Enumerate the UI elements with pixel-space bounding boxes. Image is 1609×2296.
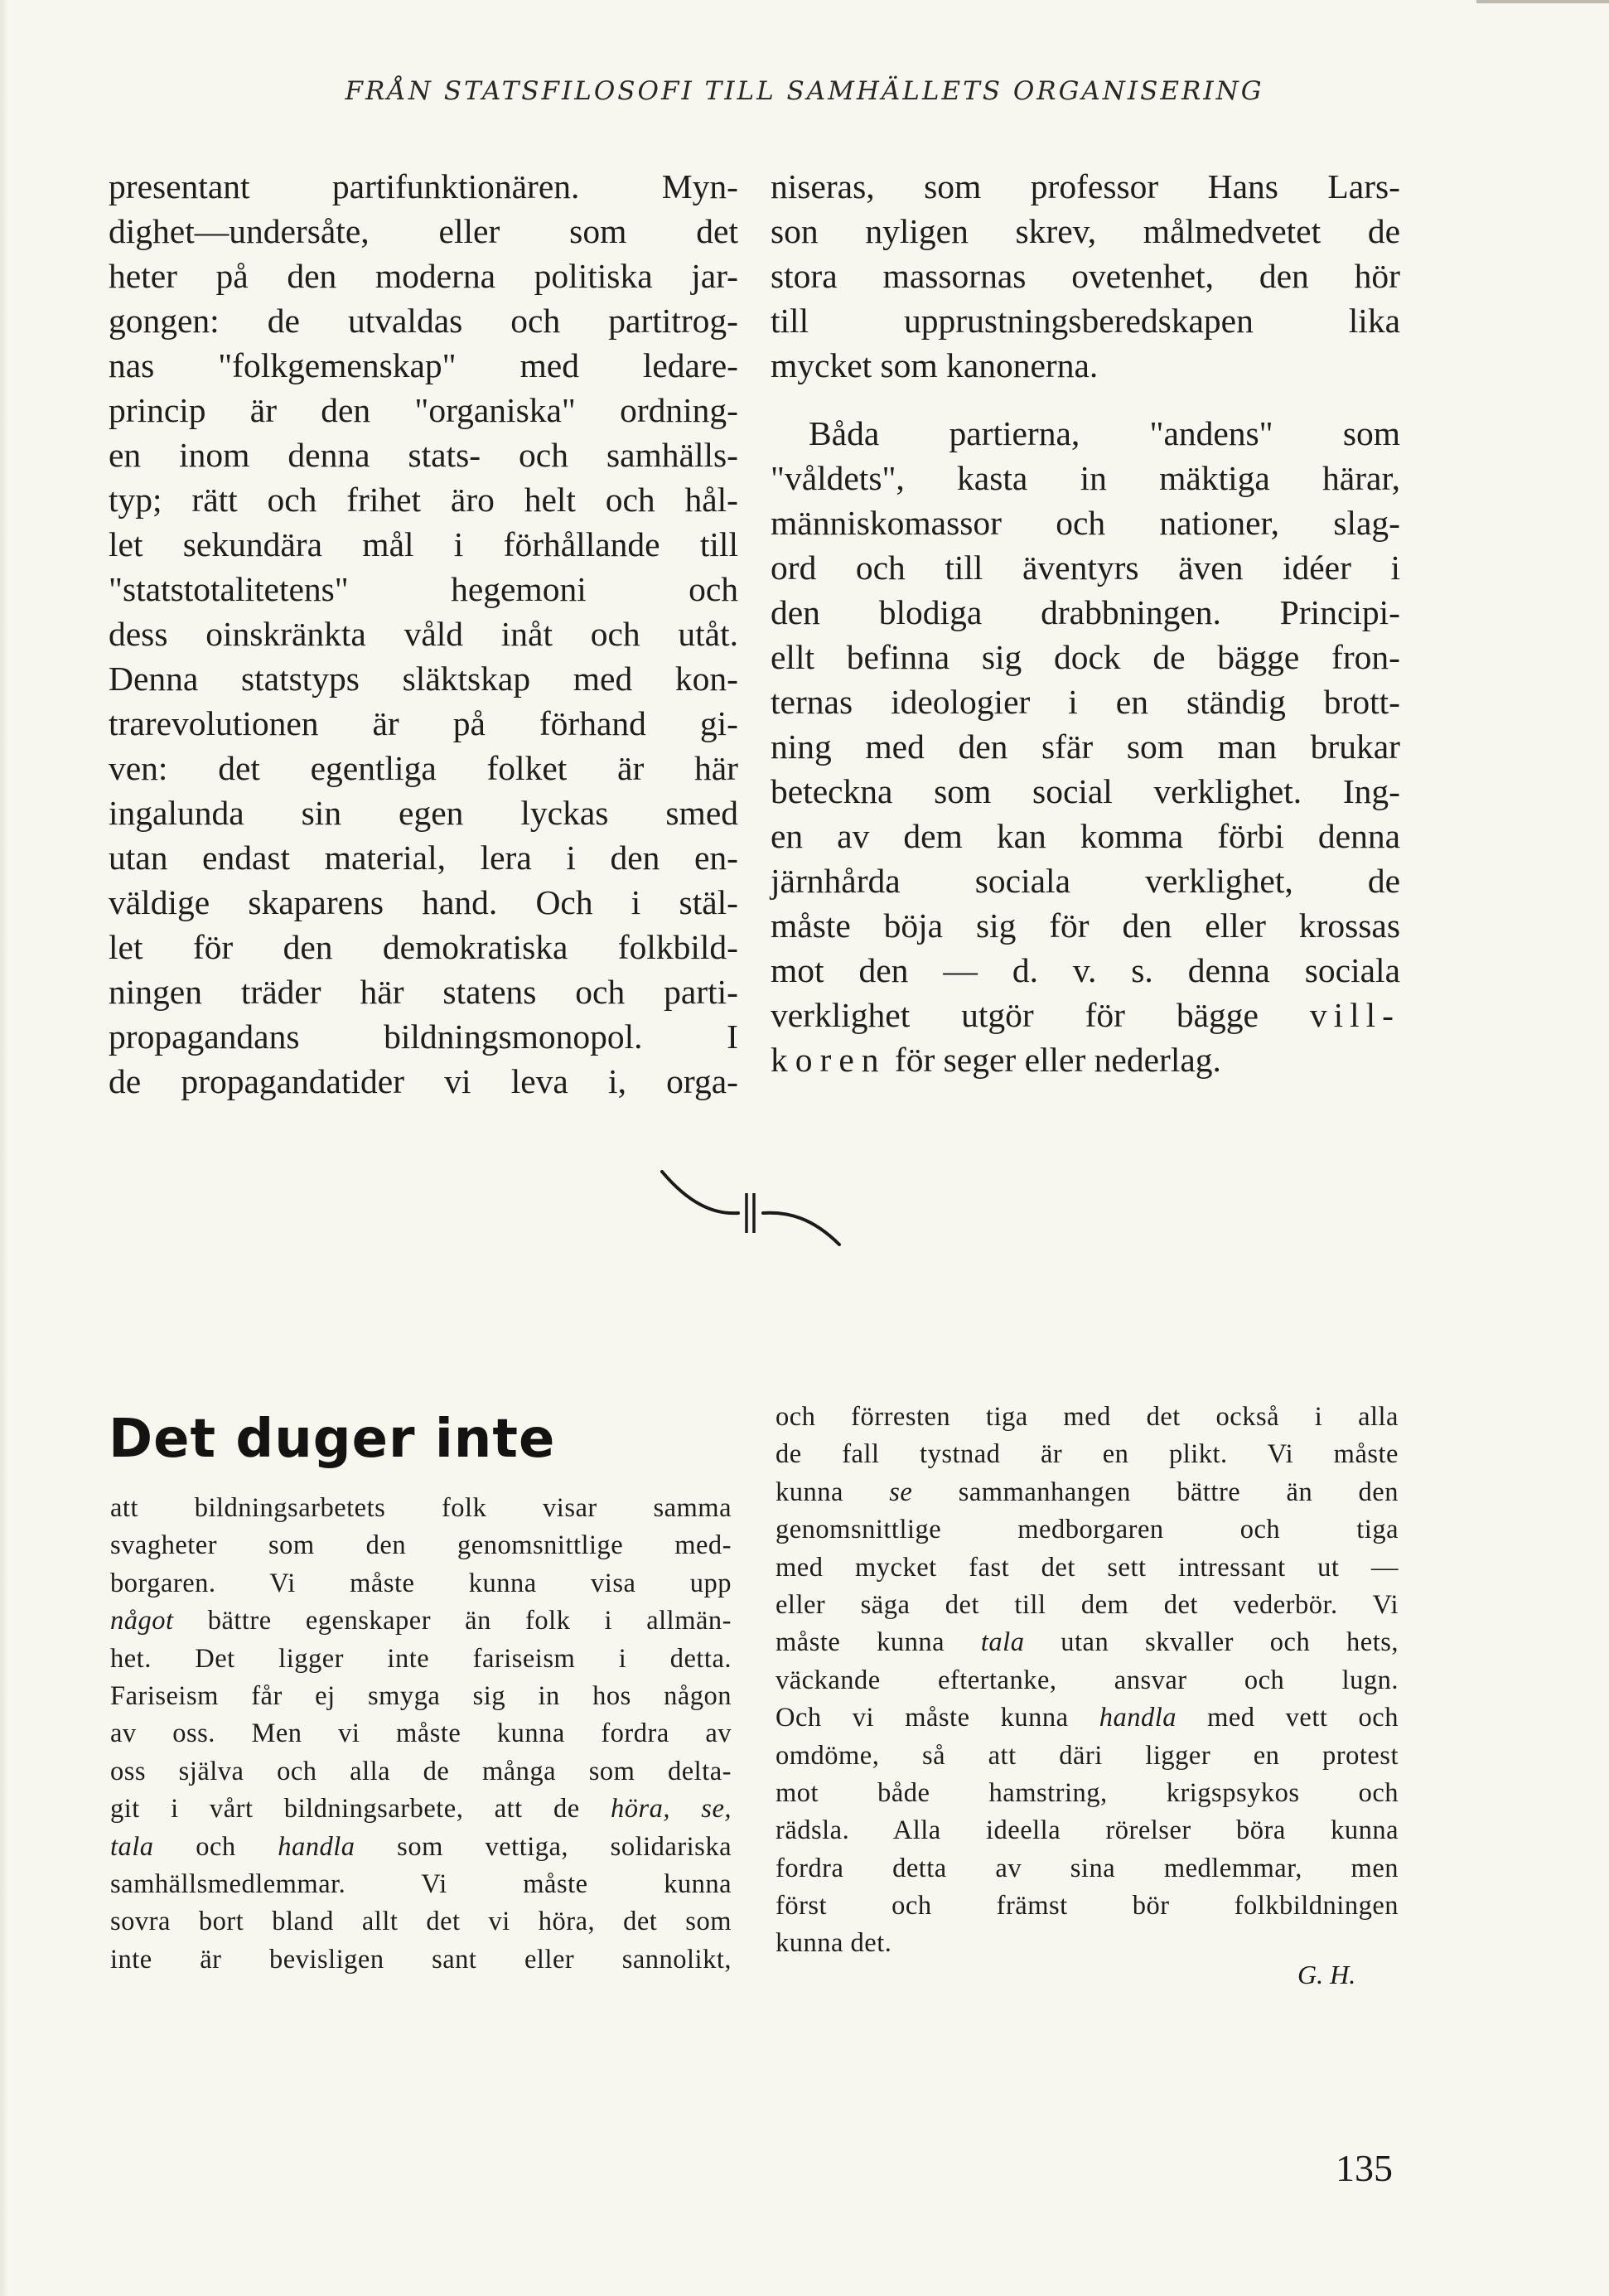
text-line: dighet—undersåte, eller som det <box>109 212 738 250</box>
text-line: ven: det egentliga folket är här <box>109 749 738 787</box>
text-line: let för den demokratiska folkbild- <box>109 928 738 966</box>
text-line: mot både hamstring, krigspsykos och <box>776 1777 1399 1808</box>
text-line: oss själva och alla de många som delta- <box>110 1756 732 1786</box>
text-line: ningen träder här statens och parti- <box>109 973 738 1011</box>
page-edge-shadow <box>0 0 8 2296</box>
text-line: princip är den "organiska" ordning- <box>109 391 738 429</box>
text-line: människomassor och nationer, slag- <box>771 504 1400 542</box>
text-line: let sekundära mål i förhållande till <box>109 525 738 563</box>
text-line: gongen: de utvaldas och partitrog- <box>109 302 738 340</box>
text-line: eller säga det till dem det vederbör. Vi <box>776 1589 1399 1620</box>
text-line: svagheter som den genomsnittlige med- <box>110 1530 732 1561</box>
text-line: borgaren. Vi måste kunna visa upp <box>110 1568 732 1598</box>
text-line: dess oinskränkta våld inåt och utåt. <box>109 615 738 653</box>
text-line: nas "folkgemenskap" med ledare- <box>109 346 738 384</box>
text-line: ellt befinna sig dock de bägge fron- <box>771 638 1400 676</box>
text-line: fordra detta av sina medlemmar, men <box>776 1853 1399 1883</box>
text-line: "våldets", kasta in mäktiga härar, <box>771 459 1400 497</box>
text-line: "statstotalitetens" hegemoni och <box>109 570 738 608</box>
text-line: den blodiga drabbningen. Principi- <box>771 593 1400 631</box>
text-line: verklighet utgör för bägge vill- <box>771 996 1400 1034</box>
text-line: presentant partifunktionären. Myn- <box>109 167 738 205</box>
top-article-right-column <box>771 164 1400 1082</box>
text-line: git i vårt bildningsarbete, att de höra, se, <box>110 1794 732 1825</box>
text-line: Och vi måste kunna handla med vett och <box>776 1703 1399 1733</box>
text-line: tala och handla som vettiga, solidariska <box>110 1831 732 1862</box>
text-line: måste böja sig för den eller krossas <box>771 906 1400 945</box>
author-signature: G. H. <box>1297 1960 1356 1989</box>
text-line: de fall tystnad är en plikt. Vi måste <box>776 1439 1399 1470</box>
text-line: utan endast material, lera i den en- <box>109 839 738 877</box>
text-line: Fariseism får ej smyga sig in hos någon <box>110 1680 732 1711</box>
paragraph-gap <box>771 388 1400 411</box>
text-line: samhällsmedlemmar. Vi måste kunna <box>110 1868 732 1899</box>
text-line: propagandans bildningsmonopol. I <box>109 1017 738 1056</box>
text-line: att bildningsarbetets folk visar samma <box>110 1493 732 1523</box>
text-line: kunna det. <box>776 1928 892 1959</box>
text-line: koren för seger eller nederlag. <box>771 1041 1221 1079</box>
section-divider-ornament <box>655 1160 846 1251</box>
text-line: niseras, som professor Hans Lars- <box>771 167 1400 205</box>
text-line: en inom denna stats- och samhälls- <box>109 436 738 474</box>
bottom-article-left-column <box>110 1490 732 1979</box>
text-line: typ; rätt och frihet äro helt och hål- <box>109 481 738 519</box>
top-edge-mark <box>1476 0 1609 3</box>
text-line: rädsla. Alla ideella rörelser böra kunna <box>776 1815 1399 1846</box>
text-line: kunna se sammanhangen bättre än den <box>776 1477 1399 1507</box>
text-line: av oss. Men vi måste kunna fordra av <box>110 1718 732 1749</box>
text-line: mycket som kanonerna. <box>771 346 1099 384</box>
text-line: mot den — d. v. s. denna sociala <box>771 951 1400 989</box>
text-line: omdöme, så att däri ligger en protest <box>776 1740 1399 1771</box>
text-line: ternas ideologier i en ständig brott- <box>771 683 1400 721</box>
text-line: måste kunna tala utan skvaller och hets, <box>776 1627 1399 1658</box>
text-line: genomsnittlige medborgaren och tiga <box>776 1515 1399 1545</box>
text-line: inte är bevisligen sant eller sannolikt, <box>110 1944 732 1975</box>
text-line: de propagandatider vi leva i, orga- <box>109 1062 738 1100</box>
text-line: ord och till äventyrs även idéer i <box>771 549 1400 587</box>
article-heading: Det duger inte <box>109 1409 556 1470</box>
text-line: Denna statstyps släktskap med kon- <box>109 660 738 698</box>
text-line: ning med den sfär som man brukar <box>771 727 1400 766</box>
text-line: het. Det ligger inte fariseism i detta. <box>110 1643 732 1674</box>
text-line: med mycket fast det sett intressant ut — <box>776 1552 1399 1583</box>
text-line: Båda partierna, "andens" som <box>809 414 1400 452</box>
text-line: trarevolutionen är på förhand gi- <box>109 704 738 742</box>
text-line: till upprustningsberedskapen lika <box>771 302 1400 340</box>
text-line: väckande eftertanke, ansvar och lugn. <box>776 1665 1399 1695</box>
text-line: något bättre egenskaper än folk i allmän- <box>110 1606 732 1636</box>
text-line: först och främst bör folkbildningen <box>776 1891 1399 1921</box>
top-article-left-column <box>109 164 738 1104</box>
text-line: en av dem kan komma förbi denna <box>771 817 1400 855</box>
text-line: väldige skaparens hand. Och i stäl- <box>109 883 738 921</box>
bottom-article-right-column <box>776 1399 1399 1963</box>
text-line: beteckna som social verklighet. Ing- <box>771 772 1400 810</box>
text-line: heter på den moderna politiska jar- <box>109 257 738 295</box>
text-line: stora massornas ovetenhet, den hör <box>771 257 1400 295</box>
text-line: sovra bort bland allt det vi höra, det som <box>110 1907 732 1937</box>
text-line: son nyligen skrev, målmedvetet de <box>771 212 1400 250</box>
running-head: FRÅN STATSFILOSOFI TILL SAMHÄLLETS ORGANISERING <box>345 76 1264 106</box>
text-line: järnhårda sociala verklighet, de <box>771 862 1400 900</box>
text-line: ingalunda sin egen lyckas smed <box>109 794 738 832</box>
page-number: 135 <box>1336 2147 1393 2189</box>
text-line: och förresten tiga med det också i alla <box>776 1402 1399 1432</box>
